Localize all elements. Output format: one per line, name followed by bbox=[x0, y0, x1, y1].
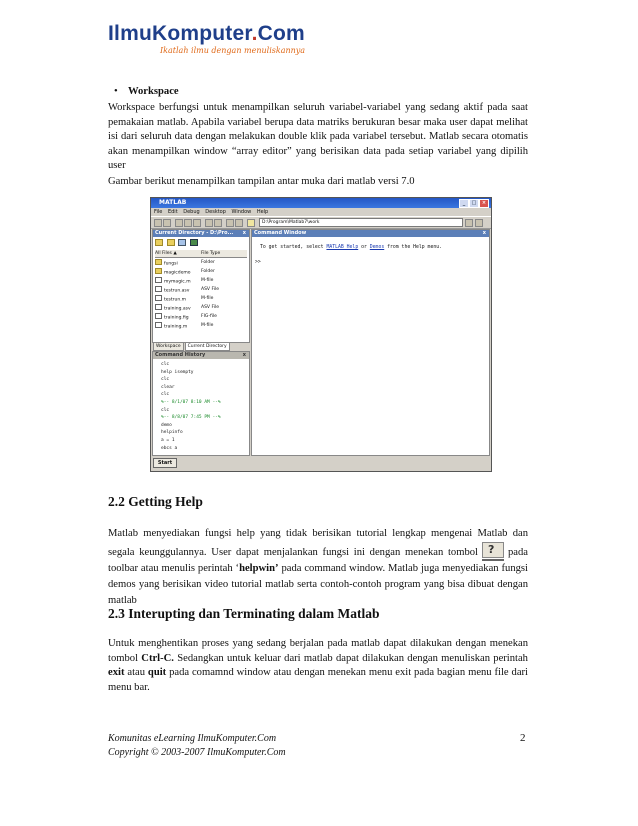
file-row bbox=[155, 295, 245, 303]
file-type: Folder bbox=[201, 260, 215, 265]
matlab-titlebar bbox=[151, 198, 491, 208]
menu-debug: Debug bbox=[183, 209, 200, 215]
history-entry: %-- 8/1/07 8:10 AM --% bbox=[161, 400, 221, 405]
find-icon bbox=[178, 239, 186, 246]
matlab-title: MATLAB bbox=[159, 199, 187, 206]
command-welcome: To get started, select MATLAB Help or Demos from the Help menu. bbox=[260, 245, 442, 250]
file-name: training.m bbox=[164, 324, 188, 330]
command-prompt: >> bbox=[255, 260, 261, 265]
file-row bbox=[155, 313, 245, 321]
history-entry: clc bbox=[161, 392, 170, 398]
menu-window: Window bbox=[231, 209, 252, 215]
file-row bbox=[155, 277, 245, 285]
logo-wordmark: IlmuKomputer.Com bbox=[108, 22, 305, 45]
history-entry: clc bbox=[161, 377, 170, 383]
file-icon bbox=[155, 295, 162, 301]
menu-help: Help bbox=[256, 209, 269, 215]
file-icon bbox=[155, 286, 162, 292]
file-row bbox=[155, 259, 245, 267]
folder-icon bbox=[155, 259, 162, 265]
file-icon bbox=[155, 313, 162, 319]
file-row bbox=[155, 268, 245, 276]
history-entry: demo bbox=[161, 422, 172, 428]
history-entry: clc bbox=[161, 407, 170, 413]
file-type: FIG-file bbox=[201, 314, 217, 319]
cut-icon bbox=[175, 219, 183, 227]
file-row bbox=[155, 322, 245, 330]
left-pane-tabs bbox=[153, 342, 231, 349]
file-name: fungsi bbox=[164, 261, 178, 267]
new-folder-icon bbox=[167, 239, 175, 246]
current-directory-pane bbox=[152, 229, 250, 343]
dir-toolbar bbox=[155, 239, 198, 247]
file-icon bbox=[155, 322, 162, 328]
file-icon bbox=[155, 304, 162, 310]
file-type: M-file bbox=[201, 323, 214, 328]
file-type: ASV File bbox=[201, 287, 219, 292]
help-button-icon: ? bbox=[482, 542, 504, 558]
current-dir-path: D:\Program\Matlab7\work bbox=[259, 218, 463, 227]
history-entry: clear bbox=[161, 384, 175, 390]
help-icon bbox=[247, 219, 255, 227]
footer-community: Komunitas eLearning IlmuKomputer.Com bbox=[108, 733, 277, 744]
menu-file: File bbox=[154, 209, 163, 215]
file-name: testrun.asv bbox=[164, 288, 190, 294]
file-name: magicdemo bbox=[164, 270, 191, 276]
logo-tagline: Ikatlah ilmu dengan menuliskannya bbox=[160, 46, 306, 55]
page-number: 2 bbox=[520, 732, 526, 744]
demos-link: Demos bbox=[369, 245, 385, 250]
start-button: Start bbox=[153, 458, 177, 468]
matlab-toolbar bbox=[151, 216, 491, 229]
footer-copyright: Copyright © 2003-2007 IlmuKomputer.Com bbox=[108, 747, 286, 758]
tab-workspace: Workspace bbox=[153, 342, 184, 351]
page-footer bbox=[108, 732, 286, 760]
simulink-icon bbox=[226, 219, 234, 227]
history-entry: a = 1 bbox=[161, 438, 175, 443]
command-history-pane bbox=[152, 351, 250, 456]
browse-icon bbox=[475, 219, 483, 227]
workspace-bullet: • Workspace bbox=[128, 86, 179, 97]
interrupt-paragraph: Untuk menghentikan proses yang sedang berjalan pada matlab dapat dilakukan dengan menekan tombol Ctrl-C. Sedangkan untuk keluar dari matlab dapat dilakukan dengan menuliskan perintah exit atau quit pada comamnd window atau dengan menekan menu exit pada bagian menu file dari menu bar. bbox=[108, 638, 528, 693]
figure-caption: Gambar berikut menampilkan tampilan antar muka dari matlab versi 7.0 bbox=[108, 176, 415, 187]
folder-icon bbox=[155, 268, 162, 274]
history-entry: helpinfo bbox=[161, 430, 183, 436]
site-logo bbox=[108, 22, 306, 55]
file-name: mymagic.m bbox=[164, 279, 191, 285]
command-window-header: Command Window x bbox=[252, 230, 489, 237]
command-history-header: Command History x bbox=[153, 352, 249, 359]
file-type: ASV File bbox=[201, 305, 219, 310]
file-type: M-file bbox=[201, 296, 214, 301]
getting-help-heading: 2.2 Getting Help bbox=[108, 494, 203, 509]
open-file-icon bbox=[163, 219, 171, 227]
file-type: M-file bbox=[201, 278, 214, 283]
history-entry: help isempty bbox=[161, 369, 194, 375]
matlab-screenshot bbox=[150, 197, 492, 472]
file-name: training.fig bbox=[164, 315, 189, 321]
copy-icon bbox=[184, 219, 192, 227]
history-entry: %-- 8/8/07 7:45 PM --% bbox=[161, 415, 221, 421]
paste-icon bbox=[193, 219, 201, 227]
interrupt-heading: 2.3 Interupting dan Terminating dalam Matlab bbox=[108, 606, 380, 621]
redo-icon bbox=[214, 219, 222, 227]
file-type: Folder bbox=[201, 269, 215, 274]
workspace-paragraph: Workspace berfungsi untuk menampilkan seluruh variabel-variabel yang sedang aktif pada saat pemakaian matlab. Apabila variabel berupa data matriks berukuran besar maka user dapat melihat isi dari seluruh data dengan melakukan double klik pada variabel tersebut. Matlab secara otomatis akan menampilkan window “array editor” yang berisikan data pada setiap variabel yang dipilih user bbox=[108, 102, 528, 172]
file-list-header bbox=[155, 250, 247, 258]
dropdown-icon bbox=[465, 219, 473, 227]
reports-icon bbox=[190, 239, 198, 246]
matlab-help-link: MATLAB Help bbox=[326, 245, 359, 250]
close-icon: × bbox=[479, 199, 489, 208]
matlab-menubar bbox=[151, 208, 491, 216]
minimize-icon: _ bbox=[459, 199, 469, 208]
file-name: training.asv bbox=[164, 306, 191, 312]
menu-desktop: Desktop bbox=[205, 209, 226, 215]
file-name: testrun.m bbox=[164, 297, 187, 303]
menu-edit: Edit bbox=[167, 209, 178, 215]
col-all-files: All Files ▲ bbox=[155, 251, 177, 256]
file-row bbox=[155, 286, 245, 294]
maximize-icon: □ bbox=[469, 199, 479, 208]
getting-help-paragraph: Matlab menyediakan fungsi help yang tidak berisikan tutorial lengkap mengenai Matlab dan segala keunggulannya. User dapat menjalankan fungsi ini dengan menekan tombol ? pada toolbar atau menulis perintah ‘helpwin’ pada command window. Matlab juga menyediakan fungsi demos yang berisikan video tutorial matlab serta contoh-contoh program yang bisa dibuat dengan matlab bbox=[108, 528, 528, 606]
file-row bbox=[155, 304, 245, 312]
undo-icon bbox=[205, 219, 213, 227]
command-window-pane bbox=[251, 229, 490, 456]
tab-current-directory: Current Directory bbox=[185, 342, 230, 351]
history-entry: clc bbox=[161, 362, 170, 367]
current-directory-header: Current Directory - D:\Pro... x bbox=[153, 230, 249, 237]
folder-up-icon bbox=[155, 239, 163, 246]
history-entry: ebcs a bbox=[161, 445, 178, 451]
col-file-type: File Type bbox=[201, 251, 221, 256]
file-icon bbox=[155, 277, 162, 283]
guide-icon bbox=[235, 219, 243, 227]
new-file-icon bbox=[154, 219, 162, 227]
